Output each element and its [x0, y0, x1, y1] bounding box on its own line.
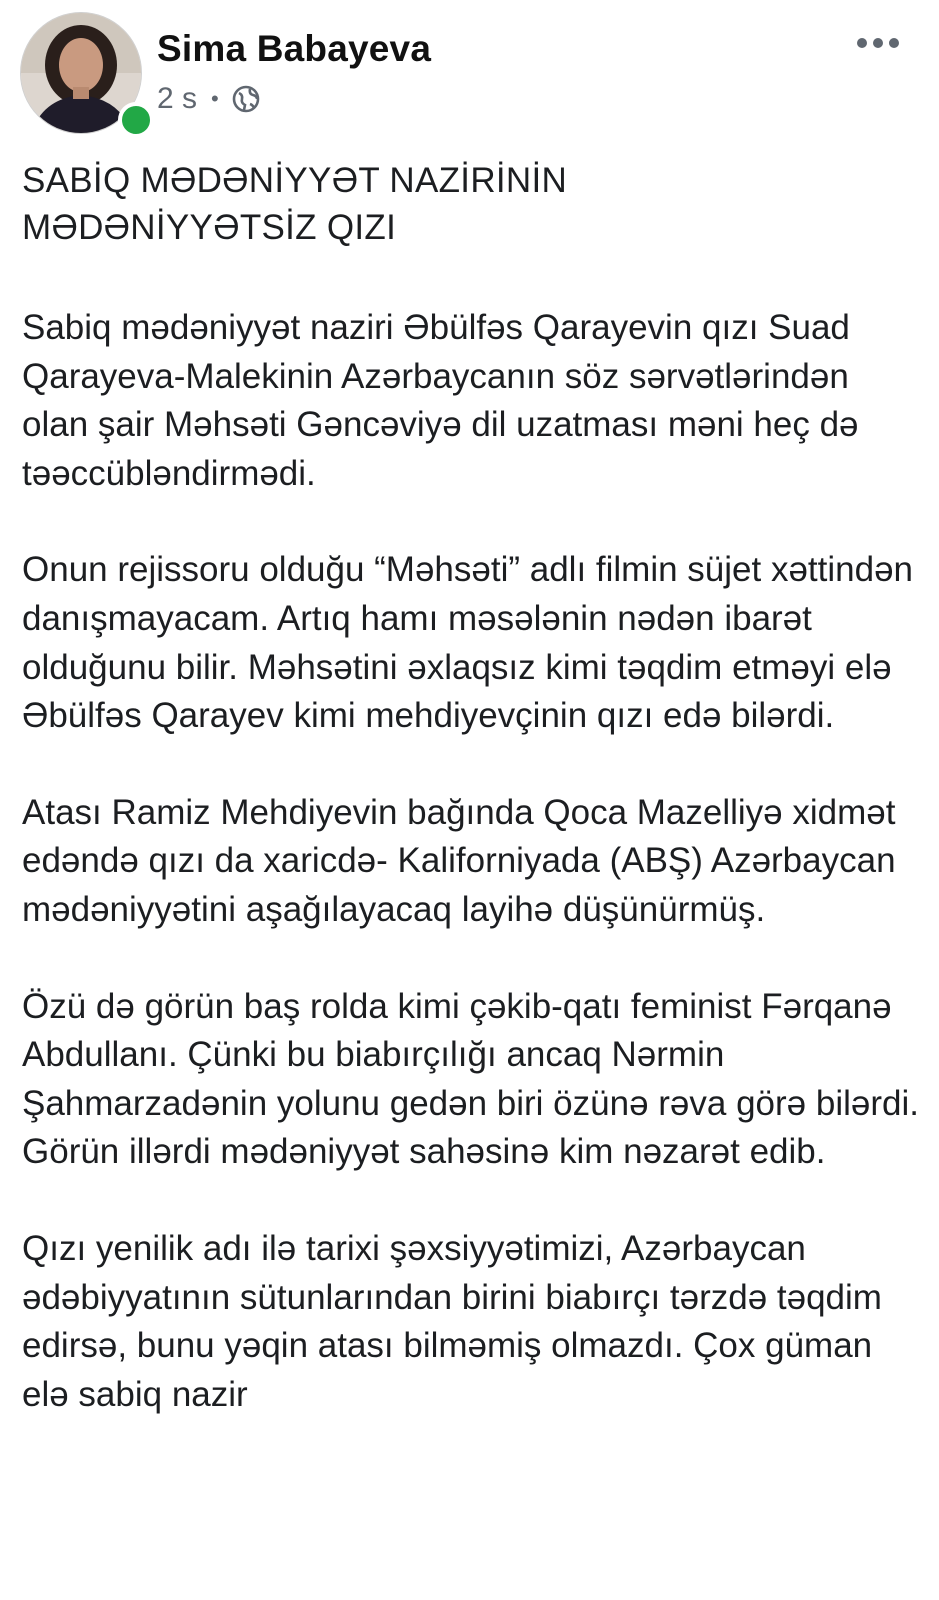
post-title-line: SABİQ MƏDƏNİYYƏT NAZİRİNİN: [22, 161, 568, 200]
post-paragraph: Qızı yenilik adı ilə tarixi şəxsiyyətimizi, Azərbaycan ədəbiyyatının sütunlarından birini biabırçı tərzdə təqdim edirsə, bunu yəqin atası bilməmiş olmazdı. Çox güman elə sabiq nazir: [22, 1228, 882, 1414]
meta-separator: •: [211, 86, 219, 111]
more-options-icon[interactable]: [857, 38, 899, 48]
post-paragraph: Onun rejissoru olduğu “Məhsəti” adlı filmin süjet xəttindən danışmayacam. Artıq hamı məsələnin nədən ibarət olduğunu bilir. Məhsətini əxlaqsız kimi təqdim etməyi elə Əbülfəs Qarayev kimi mehdiyevçinin qızı edə bilərdi.: [22, 550, 913, 736]
post-meta: [157, 82, 261, 116]
more-dot: [857, 38, 867, 48]
post-paragraph: Atası Ramiz Mehdiyevin bağında Qoca Mazelliyə xidmət edəndə qızı da xaricdə- Kaliforniyada (ABŞ) Azərbaycan mədəniyyətini aşağılayacaq layihə düşünürmüş.: [22, 792, 896, 929]
post-paragraph: Özü də görün baş rolda kimi çəkib-qatı feminist Fərqanə Abdullanı. Çünki bu biabırçılığı ancaq Nərmin Şahmarzadənin yolunu gedən biri özünə rəva görə bilərdi. Görün illərdi mədəniyyət sahəsinə kim nəzarət edib.: [22, 986, 919, 1172]
online-status-dot: [118, 102, 154, 138]
post-paragraph: Sabiq mədəniyyət naziri Əbülfəs Qarayevin qızı Suad Qarayeva-Malekinin Azərbaycanın söz sərvətlərindən olan şair Məhsəti Gəncəviyə dil uzatması məni heç də təəccübləndirmədi.: [22, 308, 859, 493]
post-title: [22, 157, 922, 251]
globe-icon[interactable]: [231, 84, 261, 114]
more-dot: [873, 38, 883, 48]
post-body: [22, 157, 922, 1467]
more-dot: [889, 38, 899, 48]
avatar-container[interactable]: [20, 12, 142, 134]
post-title-line: MƏDƏNİYYƏTSİZ QIZI: [22, 208, 397, 247]
post-time[interactable]: 2 s: [157, 82, 198, 115]
author-name[interactable]: Sima Babayeva: [157, 28, 432, 69]
post-header: [0, 0, 939, 140]
